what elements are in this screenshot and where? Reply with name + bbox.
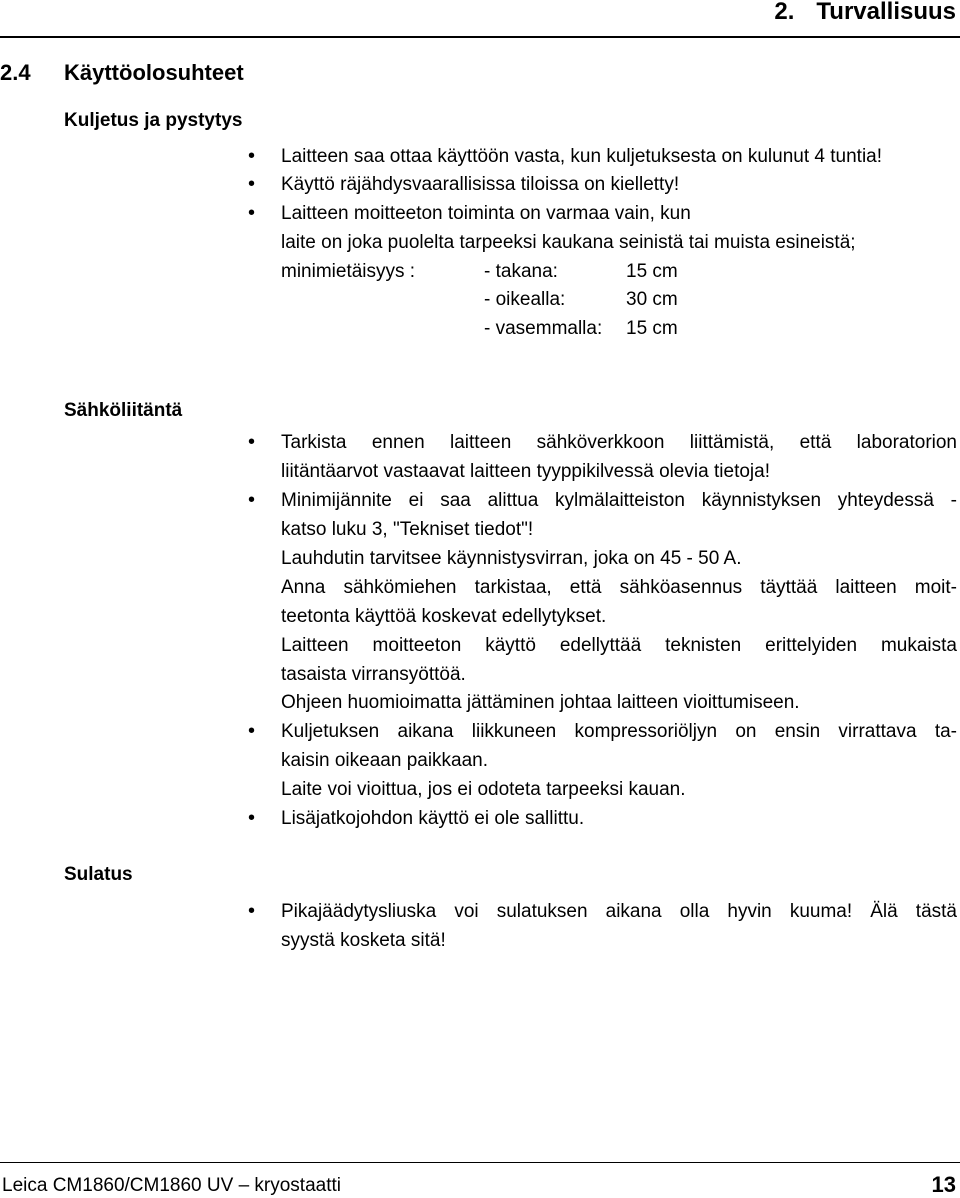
transport-heading: Kuljetus ja pystytys <box>64 110 243 131</box>
electrical-line-5: Lauhdutin tarvitsee käynnistysvirran, joka on 45 - 50 A. <box>281 548 742 569</box>
footer-divider <box>0 1162 960 1163</box>
electrical-line-13: Laite voi vioittua, jos ei odoteta tarpeeksi kauan. <box>281 779 686 800</box>
bullet-icon: • <box>248 431 256 453</box>
page-number: 13 <box>931 1172 956 1197</box>
bullet-icon: • <box>248 173 256 195</box>
electrical-line-9: tasaista virransyöttöä. <box>281 664 466 685</box>
electrical-line-11: Kuljetuksen aikana liikkuneen kompressoriöljyn on ensin virrattava ta- <box>281 721 957 742</box>
bullet-icon: • <box>248 145 256 167</box>
bullet-icon: • <box>248 489 256 511</box>
electrical-heading: Sähköliitäntä <box>64 400 183 421</box>
chapter-number: 2. <box>774 0 795 25</box>
defrost-line-1: Pikajäädytysliuska voi sulatuksen aikana olla hyvin kuuma! Älä tästä <box>281 901 957 922</box>
electrical-line-1: Tarkista ennen laitteen sähköverkkoon liittämistä, että laboratorion <box>281 432 957 453</box>
header-divider <box>0 36 960 38</box>
bullet-icon: • <box>248 807 256 829</box>
chapter-title: Turvallisuus <box>816 0 956 25</box>
electrical-line-6: Anna sähkömiehen tarkistaa, että sähköasennus täyttää laitteen moit- <box>281 577 957 598</box>
section-title: Käyttöolosuhteet <box>64 60 244 85</box>
defrost-heading: Sulatus <box>64 864 133 885</box>
electrical-line-8: Laitteen moitteeton käyttö edellyttää teknisten erittelyiden mukaista <box>281 635 957 656</box>
transport-line-3: Laitteen moitteeton toiminta on varmaa vain, kun <box>281 203 691 224</box>
bullet-icon: • <box>248 202 256 224</box>
transport-line-2: Käyttö räjähdysvaarallisissa tiloissa on kielletty! <box>281 174 680 195</box>
transport-line-4: laite on joka puolelta tarpeeksi kaukana seinistä tai muista esineistä; <box>281 232 856 253</box>
distance-value-right: 30 cm <box>626 289 678 310</box>
electrical-line-3: Minimijännite ei saa alittua kylmälaitteiston käynnistyksen yhteydessä - <box>281 490 957 511</box>
distance-value-back: 15 cm <box>626 261 678 282</box>
electrical-line-4: katso luku 3, "Tekniset tiedot"! <box>281 519 534 540</box>
electrical-line-7: teetonta käyttöä koskevat edellytykset. <box>281 606 607 627</box>
section-number: 2.4 <box>0 60 31 85</box>
chapter-heading <box>774 0 956 26</box>
footer-text: Leica CM1860/CM1860 UV – kryostaatti <box>2 1175 341 1196</box>
defrost-line-2: syystä kosketa sitä! <box>281 930 446 951</box>
bullet-icon: • <box>248 900 256 922</box>
electrical-line-10: Ohjeen huomioimatta jättäminen johtaa laitteen vioittumiseen. <box>281 692 800 713</box>
bullet-icon: • <box>248 720 256 742</box>
electrical-line-12: kaisin oikeaan paikkaan. <box>281 750 489 771</box>
distance-label-right: - oikealla: <box>484 289 566 310</box>
min-distance-label: minimietäisyys : <box>281 261 416 282</box>
electrical-line-14: Lisäjatkojohdon käyttö ei ole sallittu. <box>281 808 585 829</box>
distance-label-back: - takana: <box>484 261 558 282</box>
transport-line-1: Laitteen saa ottaa käyttöön vasta, kun kuljetuksesta on kulunut 4 tuntia! <box>281 146 883 167</box>
electrical-line-2: liitäntäarvot vastaavat laitteen tyyppikilvessä olevia tietoja! <box>281 461 770 482</box>
distance-value-left: 15 cm <box>626 318 678 339</box>
distance-label-left: - vasemmalla: <box>484 318 603 339</box>
